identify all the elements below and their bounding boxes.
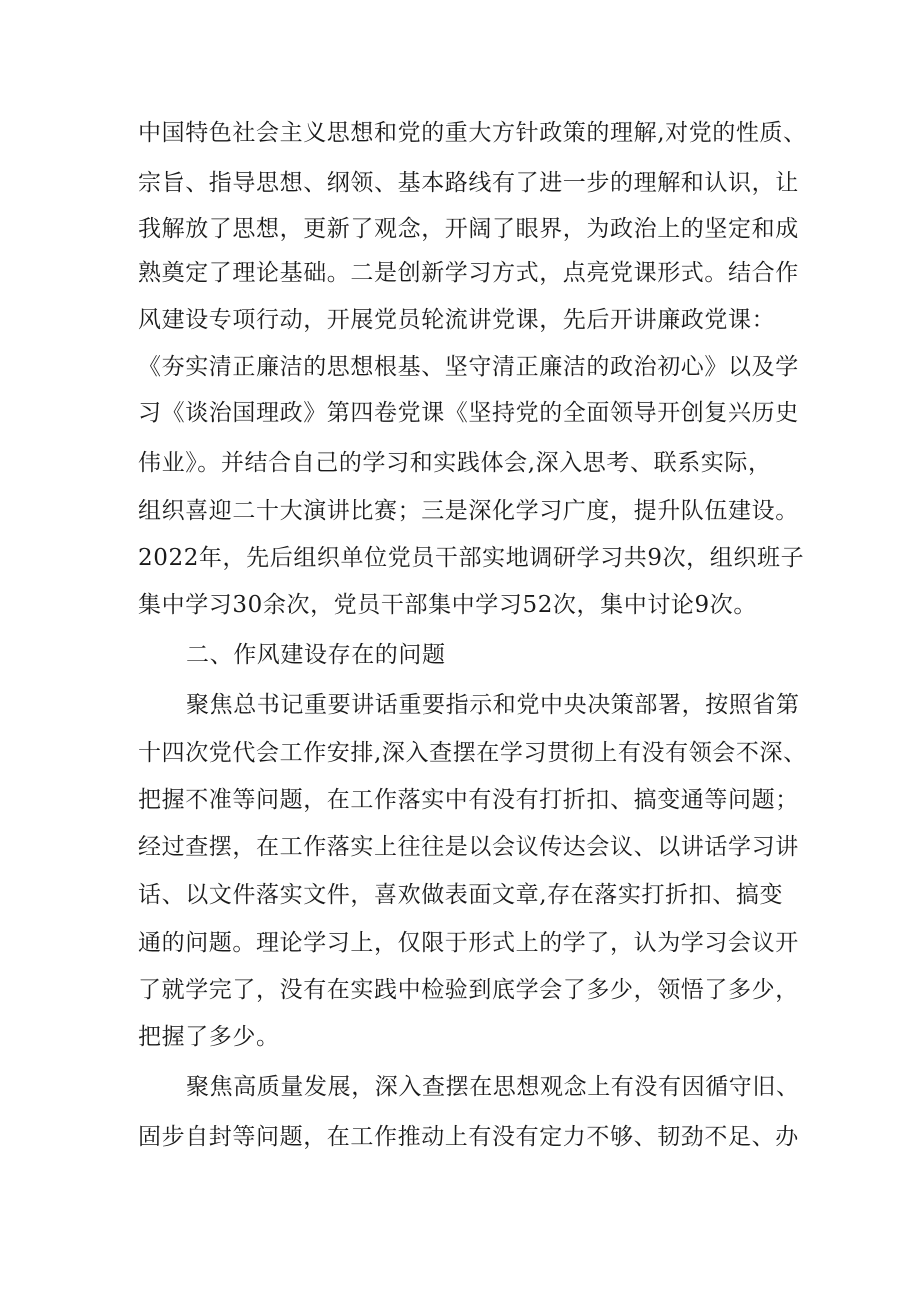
paragraph-line: 熟奠定了理论基础。二是创新学习方式，点亮党课形式。结合作	[138, 260, 799, 286]
paragraph-line: 《夯实清正廉洁的思想根基、坚守清正廉洁的政治初心》以及学	[138, 354, 799, 380]
paragraph-line: 2022年，先后组织单位党员干部实地调研学习共9次，组织班子	[138, 545, 805, 571]
paragraph-line: 伟业》。并结合自己的学习和实践体会,深入思考、联系实际，	[138, 450, 772, 476]
paragraph-line: 习《谈治国理政》第四卷党课《坚持党的全面领导开创复兴历史	[138, 400, 799, 426]
paragraph-line: 通的问题。理论学习上，仅限于形式上的学了，认为学习会议开	[138, 930, 799, 956]
paragraph-line: 我解放了思想，更新了观念，开阔了眼界，为政治上的坚定和成	[138, 216, 799, 242]
paragraph-line: 中国特色社会主义思想和党的重大方针政策的理解,对党的性质、	[138, 120, 807, 146]
paragraph-line: 了就学完了，没有在实践中检验到底学会了多少，领悟了多少，	[138, 977, 799, 1003]
paragraph-line: 集中学习30余次，党员干部集中学习52次，集中讨论9次。	[138, 592, 757, 618]
paragraph-line: 话、以文件落实文件，喜欢做表面文章,存在落实打折扣、搞变	[138, 882, 784, 908]
section-heading: 二、作风建设存在的问题	[186, 642, 446, 668]
paragraph-line: 风建设专项行动，开展党员轮流讲党课，先后开讲廉政党课：	[138, 307, 776, 333]
paragraph-line: 聚焦高质量发展，深入查摆在思想观念上有没有因循守旧、	[186, 1074, 800, 1100]
paragraph-line: 固步自封等问题，在工作推动上有没有定力不够、韧劲不足、办	[138, 1124, 799, 1150]
paragraph-line: 十四次党代会工作安排,深入查摆在学习贯彻上有没有领会不深、	[138, 740, 807, 766]
paragraph-line: 聚焦总书记重要讲话重要指示和党中央决策部署，按照省第	[186, 692, 800, 718]
paragraph-line: 把握不准等问题，在工作落实中有没有打折扣、搞变通等问题；	[138, 787, 799, 813]
paragraph-line: 组织喜迎二十大演讲比赛；三是深化学习广度，提升队伍建设。	[138, 498, 799, 524]
paragraph-line: 经过查摆，在工作落实上往往是以会议传达会议、以讲话学习讲	[138, 834, 799, 860]
paragraph-line: 把握了多少。	[138, 1024, 280, 1050]
paragraph-line: 宗旨、指导思想、纲领、基本路线有了进一步的理解和认识，让	[138, 170, 799, 196]
